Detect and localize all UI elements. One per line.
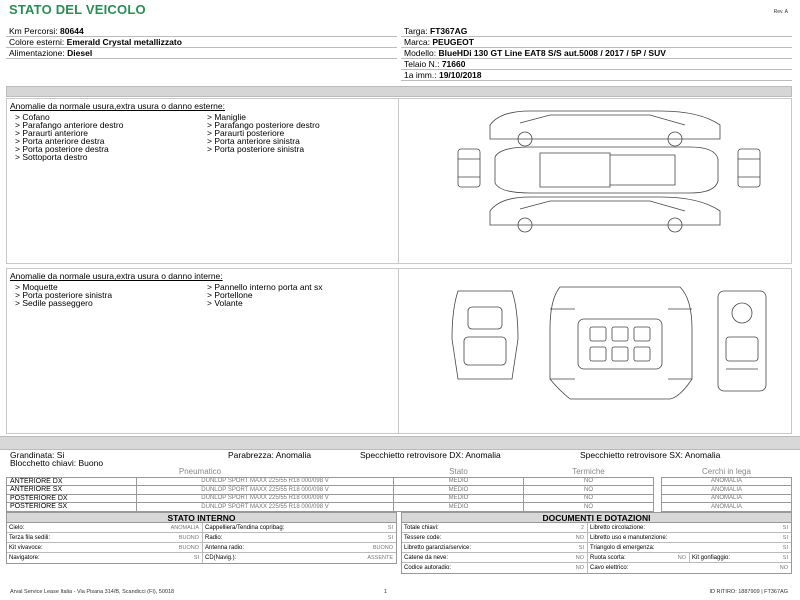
damage-item: > Sedile passeggero	[15, 298, 93, 308]
km-label: Km Percorsi:	[9, 26, 58, 36]
interior-label: Kit vivavoce:	[9, 545, 43, 551]
tyres-table	[6, 467, 792, 512]
interior-label: Navigatore:	[9, 555, 40, 561]
tyres-header-stato: Stato	[394, 467, 524, 477]
interior-value: SI	[193, 555, 199, 561]
km-row	[6, 26, 397, 37]
tyre-cerchi: ANOMALIA	[662, 494, 792, 503]
interior-label: Radio:	[205, 535, 223, 541]
tyre-position: ANTERIORE DX	[7, 477, 137, 486]
documents-label: Catene da neve:	[404, 555, 449, 561]
fuel-row	[6, 48, 397, 59]
footer-ritiro-id: ID RITIRO: 1887909 | FT367AG	[709, 589, 788, 595]
frame-label: Telaio N.:	[404, 59, 440, 69]
damage-item: > Paraurti anteriore	[15, 128, 88, 138]
documents-label: Totale chiavi:	[404, 525, 439, 531]
color-label: Colore esterni:	[9, 37, 65, 47]
frame-row	[401, 59, 792, 70]
table-row	[7, 477, 792, 486]
plate-row	[401, 26, 792, 37]
documents-label: Tessere code:	[404, 535, 442, 541]
documents-title: DOCUMENTI E DOTAZIONI	[402, 513, 791, 523]
damage-item: > Porta anteriore sinistra	[207, 136, 300, 146]
tyre-position: POSTERIORE SX	[7, 503, 137, 512]
page-title: STATO DEL VEICOLO	[9, 2, 146, 17]
interior-status-box	[6, 512, 397, 564]
interior-value: BUONO	[178, 535, 199, 541]
color-row	[6, 37, 397, 48]
vehicle-info-left	[6, 26, 397, 82]
documents-label: Cavo elettrico:	[590, 565, 629, 571]
interior-value: ANOMALIA	[170, 525, 199, 531]
tyres-header-termiche: Termiche	[524, 467, 654, 477]
interior-label: CD(Navig.):	[205, 555, 237, 561]
tyre-cerchi: ANOMALIA	[662, 486, 792, 495]
interior-cell	[7, 543, 203, 552]
documents-label: Codice autoradio:	[404, 565, 452, 571]
tyre-termiche: NO	[524, 477, 654, 486]
revision-label: Rev. A	[773, 9, 788, 15]
documents-cell	[402, 523, 588, 532]
documents-label: Libretto circolazione:	[590, 525, 646, 531]
parabrezza-status: Parabrezza: Anomalia	[228, 450, 312, 460]
external-damage-col-1	[15, 113, 207, 161]
tyre-stato: MEDIO	[394, 494, 524, 503]
documents-value: NO	[677, 555, 686, 561]
tyres-header-pneumatico: Pneumatico	[7, 467, 394, 477]
interior-value: SI	[387, 525, 393, 531]
model-value: BlueHDi 130 GT Line EAT8 S/S aut.5008 / 2017 / 5P / SUV	[438, 48, 666, 58]
damage-item: > Parafango anteriore destro	[15, 120, 124, 130]
interior-cell	[7, 533, 203, 542]
tyre-stato: MEDIO	[394, 486, 524, 495]
interior-value: SI	[387, 535, 393, 541]
reg-value: 19/10/2018	[438, 70, 482, 80]
grandinata-status: Grandinata: Si	[10, 450, 65, 460]
damage-item: > Moquette	[15, 282, 58, 292]
interior-car-diagram-svg	[400, 269, 792, 435]
table-row	[7, 533, 396, 543]
documents-box	[401, 512, 792, 574]
documents-value: SI	[578, 545, 584, 551]
tyre-model: DUNLOP SPORT MAXX 225/55 R18 000/098 V	[137, 494, 394, 503]
reg-label: 1a imm.:	[404, 70, 437, 80]
damage-item: > Porta posteriore destra	[15, 144, 109, 154]
interior-label: Cappelliera/Tendina copribag:	[205, 525, 285, 531]
internal-damage-panel	[6, 268, 792, 434]
documents-cell	[588, 533, 791, 542]
interior-cell	[7, 523, 203, 532]
internal-damage-text	[7, 269, 399, 433]
model-row	[401, 48, 792, 59]
km-value: 80644	[60, 26, 84, 36]
fuel-value: Diesel	[67, 48, 93, 58]
model-label: Modello:	[404, 48, 437, 58]
documents-value: NO	[575, 565, 584, 571]
table-row	[7, 503, 792, 512]
documents-value: NO	[575, 535, 584, 541]
exterior-car-diagram	[400, 99, 792, 263]
documents-cell	[588, 523, 791, 532]
table-row	[7, 523, 396, 533]
specchio-dx-status: Specchietto retrovisore DX: Anomalia	[360, 450, 501, 460]
interior-label: Antenna radio:	[205, 545, 245, 551]
external-damage-heading: Anomalie da normale usura,extra usura o danno esterne:	[10, 101, 225, 111]
damage-item: > Sottoporta destro	[15, 152, 88, 162]
tyre-cerchi: ANOMALIA	[662, 477, 792, 486]
documents-value: SI	[782, 535, 788, 541]
blocchetto-status: Blocchetto chiavi: Buono	[10, 458, 104, 468]
documents-value: NO	[779, 565, 788, 571]
tyre-termiche: NO	[524, 486, 654, 495]
documents-cell	[588, 563, 791, 573]
damage-item: > Porta posteriore sinistra	[15, 290, 113, 300]
vehicle-info-right	[401, 26, 792, 82]
external-damage-panel	[6, 98, 792, 264]
brand-row	[401, 37, 792, 48]
tyre-model: DUNLOP SPORT MAXX 225/55 R18 000/098 V	[137, 486, 394, 495]
damage-item: > Cofano	[15, 112, 50, 122]
internal-damage-heading: Anomalie da normale usura,extra usura o danno interne:	[10, 271, 223, 281]
color-value: Emerald Crystal metallizzato	[66, 37, 182, 47]
tyre-position: POSTERIORE DX	[7, 494, 137, 503]
table-row	[7, 494, 792, 503]
footer-company: Arval Service Lease Italia - Via Pisana 314/B, Scandicci (FI), 50018	[10, 589, 175, 595]
tyre-model: DUNLOP SPORT MAXX 225/55 R18 000/098 V	[137, 503, 394, 512]
table-row	[7, 543, 396, 553]
internal-damage-col-1	[15, 283, 207, 307]
internal-damage-col-2	[207, 283, 399, 307]
footer-page-number: 1	[384, 589, 388, 595]
fuel-label: Alimentazione:	[9, 48, 65, 58]
damage-item: > Paraurti posteriore	[207, 128, 285, 138]
damage-item: > Parafango posteriore destro	[207, 120, 320, 130]
documents-label: Libretto garanzia/service:	[404, 545, 472, 551]
documents-label: Libretto uso e manutenzione:	[590, 535, 668, 541]
status-separator	[0, 436, 800, 450]
documents-value: 2	[580, 525, 584, 531]
documents-cell	[402, 553, 588, 562]
interior-car-diagram	[400, 269, 792, 433]
documents-cell	[402, 533, 588, 542]
table-row	[7, 553, 396, 563]
documents-value: NO	[575, 555, 584, 561]
documents-value: SI	[782, 525, 788, 531]
table-row	[402, 543, 791, 553]
tyre-termiche: NO	[524, 494, 654, 503]
interior-cell	[7, 553, 203, 563]
table-row	[402, 533, 791, 543]
interior-value: BUONO	[372, 545, 393, 551]
tyres-header-cerchi: Cerchi in lega	[662, 467, 792, 477]
tyre-position: ANTERIORE SX	[7, 486, 137, 495]
brand-label: Marca:	[404, 37, 430, 47]
exterior-car-diagram-svg	[400, 99, 792, 265]
tyre-stato: MEDIO	[394, 503, 524, 512]
plate-value: FT367AG	[430, 26, 468, 36]
frame-value: 71660	[441, 59, 466, 69]
documents-value: SI	[782, 555, 788, 561]
specchio-sx-status: Specchietto retrovisore SX: Anomalia	[580, 450, 721, 460]
tyres-header-row	[7, 467, 792, 477]
tyre-model: DUNLOP SPORT MAXX 225/55 R18 000/098 V	[137, 477, 394, 486]
interior-cell	[203, 543, 396, 552]
interior-value: ASSENTE	[367, 555, 393, 561]
reg-row	[401, 70, 792, 81]
documents-cell	[402, 563, 588, 573]
section-divider	[6, 86, 792, 97]
interior-status-title: STATO INTERNO	[7, 513, 396, 523]
tyre-termiche: NO	[524, 503, 654, 512]
table-row	[7, 486, 792, 495]
documents-label: Kit gonfiaggio:	[692, 555, 731, 561]
interior-label: Terza fila sedili:	[9, 535, 51, 541]
damage-item: > Porta anteriore destra	[15, 136, 105, 146]
table-row	[402, 553, 791, 563]
damage-item: > Portellone	[207, 290, 253, 300]
damage-item: > Pannello interno porta ant sx	[207, 282, 323, 292]
external-damage-col-2	[207, 113, 399, 161]
documents-value: SI	[782, 545, 788, 551]
tyre-stato: MEDIO	[394, 477, 524, 486]
interior-cell	[203, 523, 396, 532]
documents-cell	[588, 543, 791, 552]
documents-label: Ruota scorta:	[590, 555, 626, 561]
external-damage-text	[7, 99, 399, 263]
table-row	[402, 523, 791, 533]
damage-item: > Porta posteriore sinistra	[207, 144, 305, 154]
table-row	[402, 563, 791, 573]
documents-cell	[690, 553, 791, 562]
tyre-cerchi: ANOMALIA	[662, 503, 792, 512]
interior-value: BUONO	[178, 545, 199, 551]
plate-label: Targa:	[404, 26, 428, 36]
interior-cell	[203, 553, 396, 563]
interior-label: Cielo:	[9, 525, 25, 531]
documents-cell	[588, 553, 690, 562]
documents-label: Triangolo di emergenza:	[590, 545, 655, 551]
brand-value: PEUGEOT	[432, 37, 474, 47]
damage-item: > Maniglie	[207, 112, 246, 122]
interior-cell	[203, 533, 396, 542]
damage-item: > Volante	[207, 298, 243, 308]
documents-cell	[402, 543, 588, 552]
